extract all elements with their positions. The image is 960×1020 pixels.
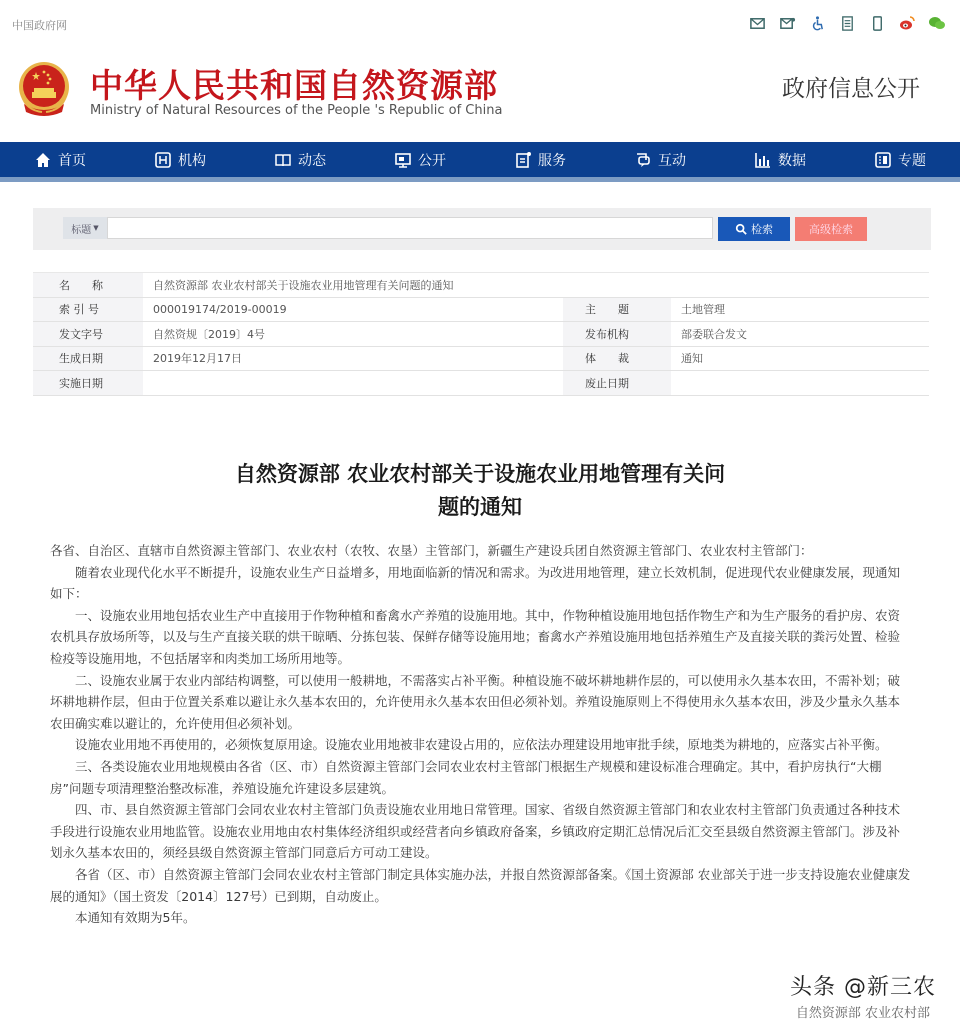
section-title: 政府信息公开 <box>782 76 920 102</box>
nav-item-news[interactable]: 动态 <box>240 142 360 177</box>
table-row <box>33 273 929 298</box>
meta-value: 通知 <box>671 346 929 371</box>
paragraph: 二、设施农业属于农业内部结构调整，可以使用一般耕地，不需落实占补平衡。种植设施不破坏耕地耕作层的，可以使用永久基本农田，不需补划；破坏耕地耕作层，但由于位置关系难以避让永久基本农田的，允许使用永久基本农田但必须补划。养殖设施原则上不得使用永久基本农田，涉及少量永久基本农田确实难以避让的，允许使用但必须补划。 <box>50 672 901 731</box>
meta-label: 废止日期 <box>563 371 671 396</box>
wechat-icon[interactable] <box>928 14 946 32</box>
nav-item-data[interactable]: 数据 <box>720 142 840 177</box>
meta-value: 2019年12月17日 <box>143 346 563 371</box>
table-row <box>33 322 929 347</box>
meta-label: 索 引 号 <box>33 297 143 322</box>
accessibility-icon[interactable] <box>808 14 826 32</box>
table-row <box>33 371 929 396</box>
search-button[interactable]: 检索 <box>718 217 790 241</box>
nav-item-home[interactable]: 首页 <box>0 142 120 177</box>
gov-portal-link[interactable]: 中国政府网 <box>12 19 67 32</box>
mail-share-icon[interactable] <box>778 14 796 32</box>
meta-value <box>143 371 563 396</box>
topic-icon <box>874 151 892 169</box>
main-nav <box>0 142 960 182</box>
search-category-select[interactable]: 标题 ▼ <box>63 217 107 239</box>
meta-value: 部委联合发文 <box>671 322 929 347</box>
nav-item-interaction[interactable]: 互动 <box>600 142 720 177</box>
search-icon <box>735 223 747 235</box>
document-title: 自然资源部 农业农村部关于设施农业用地管理有关问 题的通知 <box>234 462 726 519</box>
meta-value <box>671 371 929 396</box>
book-icon <box>274 151 292 169</box>
meta-label: 名 称 <box>33 273 143 298</box>
mail-icon[interactable] <box>748 14 766 32</box>
paragraph: 四、市、县自然资源主管部门会同农业农村主管部门负责设施农业用地日常管理。国家、省级自然资源主管部门和农业农村主管部门负责通过各种技术手段进行设施农业用地监管。设施农业用地由农村集体经济组织或经营者向乡镇政府备案，乡镇政府定期汇总情况后汇交至县级自然资源主管部门。涉及补划永久基本农田的，须经县级自然资源主管部门同意后方可动工建设。 <box>50 802 901 861</box>
national-emblem-logo[interactable] <box>14 58 74 120</box>
chat-icon <box>634 151 652 169</box>
nav-item-disclosure[interactable]: 公开 <box>360 142 480 177</box>
meta-label: 体 裁 <box>563 346 671 371</box>
mobile-icon[interactable] <box>868 14 886 32</box>
meta-value: 000019174/2019-00019 <box>143 297 563 322</box>
paragraph: 各省（区、市）自然资源主管部门会同农业农村主管部门制定具体实施办法，并报自然资源部备案。《国土资源部 农业部关于进一步支持设施农业健康发展的通知》（国土资发〔2014〕127号）已到期，自动废止。 <box>50 866 911 904</box>
meta-value: 自然资规〔2019〕4号 <box>143 322 563 347</box>
organization-icon <box>154 151 172 169</box>
document-body <box>50 540 912 929</box>
meta-value: 自然资源部 农业农村部关于设施农业用地管理有关问题的通知 <box>143 273 929 298</box>
search-input[interactable] <box>107 217 713 239</box>
site-subtitle-en: Ministry of Natural Resources of the People 's Republic of China <box>90 103 503 118</box>
top-icon-bar <box>748 14 946 32</box>
paragraph: 随着农业现代化水平不断提升，设施农业生产日益增多，用地面临新的情况和需求。为改进用地管理，建立长效机制，促进现代农业健康发展，现通知如下： <box>50 564 901 602</box>
service-icon <box>514 151 532 169</box>
paragraph: 三、各类设施农业用地规模由各省（区、市）自然资源主管部门会同农业农村主管部门根据生产规模和建设标准合理确定。其中，看护房执行“大棚房”问题专项清理整治整改标准，养殖设施允许建设多层建筑。 <box>50 758 882 796</box>
nav-item-organization[interactable]: 机构 <box>120 142 240 177</box>
meta-label: 发布机构 <box>563 322 671 347</box>
nav-item-topics[interactable]: 专题 <box>840 142 960 177</box>
site-title: 中华人民共和国自然资源部 <box>90 66 498 105</box>
watermark: 头条 @新三农 <box>790 975 936 1000</box>
meta-label: 生成日期 <box>33 346 143 371</box>
weibo-icon[interactable] <box>898 14 916 32</box>
home-icon <box>34 151 52 169</box>
paragraph: 本通知有效期为5年。 <box>75 910 196 926</box>
advanced-search-button[interactable]: 高级检索 <box>795 217 867 241</box>
table-row <box>33 346 929 371</box>
translate-icon[interactable] <box>838 14 856 32</box>
meta-label: 实施日期 <box>33 371 143 396</box>
caret-down-icon: ▼ <box>93 224 99 232</box>
nav-item-service[interactable]: 服务 <box>480 142 600 177</box>
search-bar <box>33 208 931 250</box>
table-row <box>33 297 929 322</box>
meta-label: 发文字号 <box>33 322 143 347</box>
paragraph: 设施农业用地不再使用的，必须恢复原用途。设施农业用地被非农建设占用的，应依法办理建设用地审批手续，原地类为耕地的，应落实占补平衡。 <box>75 737 888 753</box>
meta-label: 主 题 <box>563 297 671 322</box>
paragraph: 一、设施农业用地包括农业生产中直接用于作物种植和畜禽水产养殖的设施用地。其中，作物种植设施用地包括作物生产和为生产服务的看护房、农资农机具存放场所等，以及与生产直接关联的烘干晾晒、分拣包装、保鲜存储等设施用地；畜禽水产养殖设施用地包括养殖生产及直接关联的粪污处置、检验检疫等设施用地，不包括屠宰和肉类加工场所用地等。 <box>50 607 901 666</box>
document-metadata-table <box>33 272 929 396</box>
salutation: 各省、自治区、直辖市自然资源主管部门、农业农村（农牧、农垦）主管部门，新疆生产建设兵团自然资源主管部门、农业农村主管部门： <box>50 543 813 558</box>
bar-chart-icon <box>754 151 772 169</box>
monitor-icon <box>394 151 412 169</box>
meta-value: 土地管理 <box>671 297 929 322</box>
document-signature: 自然资源部 农业农村部 <box>795 1006 930 1020</box>
